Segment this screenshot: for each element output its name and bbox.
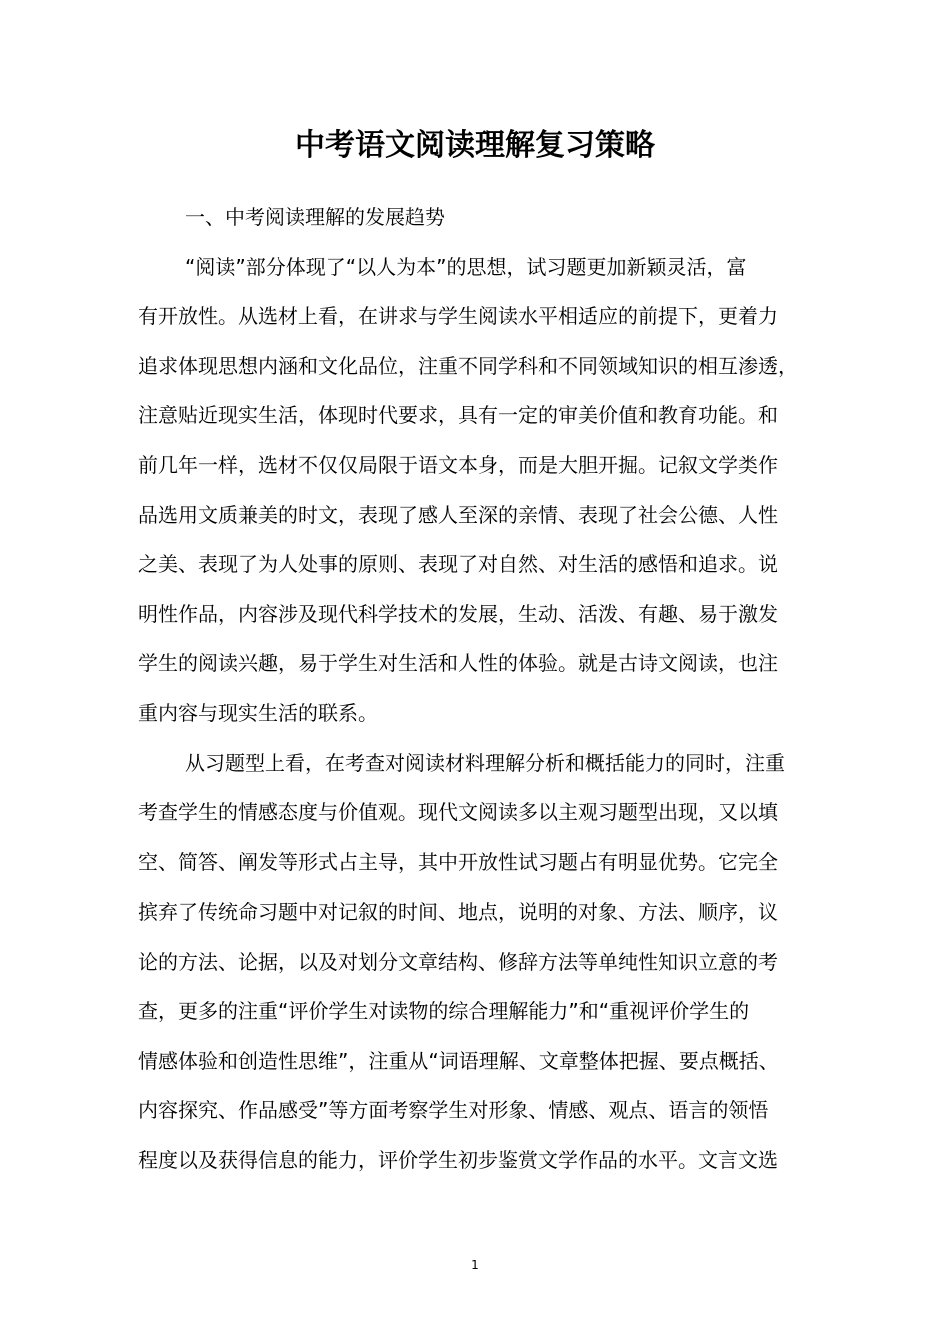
page-number: 1 bbox=[471, 1258, 479, 1272]
paragraph-line: 从习题型上看，在考查对阅读材料理解分析和概括能力的同时，注重 bbox=[185, 751, 785, 775]
paragraph-line: 追求体现思想内涵和文化品位，注重不同学科和不同领域知识的相互渗透， bbox=[138, 354, 798, 378]
paragraph-line: 程度以及获得信息的能力，评价学生初步鉴赏文学作品的水平。文言文选 bbox=[138, 1148, 778, 1172]
paragraph-line: 查，更多的注重“评价学生对读物的综合理解能力”和“重视评价学生的 bbox=[138, 999, 750, 1023]
paragraph-line: 学生的阅读兴趣，易于学生对生活和人性的体验。就是古诗文阅读，也注 bbox=[138, 651, 778, 675]
paragraph-line: 有开放性。从选材上看，在讲求与学生阅读水平相适应的前提下，更着力 bbox=[138, 304, 778, 328]
document-title: 中考语文阅读理解复习策略 bbox=[295, 128, 655, 163]
paragraph-line: “阅读”部分体现了“以人为本”的思想，试习题更加新颖灵活，富 bbox=[185, 255, 747, 279]
paragraph-line: 重内容与现实生活的联系。 bbox=[138, 701, 378, 725]
paragraph-line: 前几年一样，选材不仅仅局限于语文本身，而是大胆开掘。记叙文学类作 bbox=[138, 453, 778, 477]
paragraph-line: 明性作品，内容涉及现代科学技术的发展，生动、活泼、有趣、易于激发 bbox=[138, 602, 778, 626]
paragraph-line: 品选用文质兼美的时文，表现了感人至深的亲情、表现了社会公德、人性 bbox=[138, 503, 778, 527]
paragraph-line: 注意贴近现实生活，体现时代要求，具有一定的审美价值和教育功能。和 bbox=[138, 403, 778, 427]
section-heading: 一、中考阅读理解的发展趋势 bbox=[185, 205, 445, 229]
paragraph-line: 考查学生的情感态度与价值观。现代文阅读多以主观习题型出现，又以填 bbox=[138, 800, 778, 824]
paragraph-line: 摈弃了传统命习题中对记叙的时间、地点，说明的对象、方法、顺序，议 bbox=[138, 900, 778, 924]
paragraph-line: 内容探究、作品感受”等方面考察学生对形象、情感、观点、语言的领悟 bbox=[138, 1098, 769, 1122]
paragraph-line: 之美、表现了为人处事的原则、表现了对自然、对生活的感悟和追求。说 bbox=[138, 552, 778, 576]
paragraph-line: 论的方法、论据，以及对划分文章结构、修辞方法等单纯性知识立意的考 bbox=[138, 950, 778, 974]
paragraph-line: 空、简答、阐发等形式占主导，其中开放性试习题占有明显优势。它完全 bbox=[138, 850, 778, 874]
paragraph-line: 情感体验和创造性思维”，注重从“词语理解、文章整体把握、要点概括、 bbox=[138, 1049, 779, 1073]
